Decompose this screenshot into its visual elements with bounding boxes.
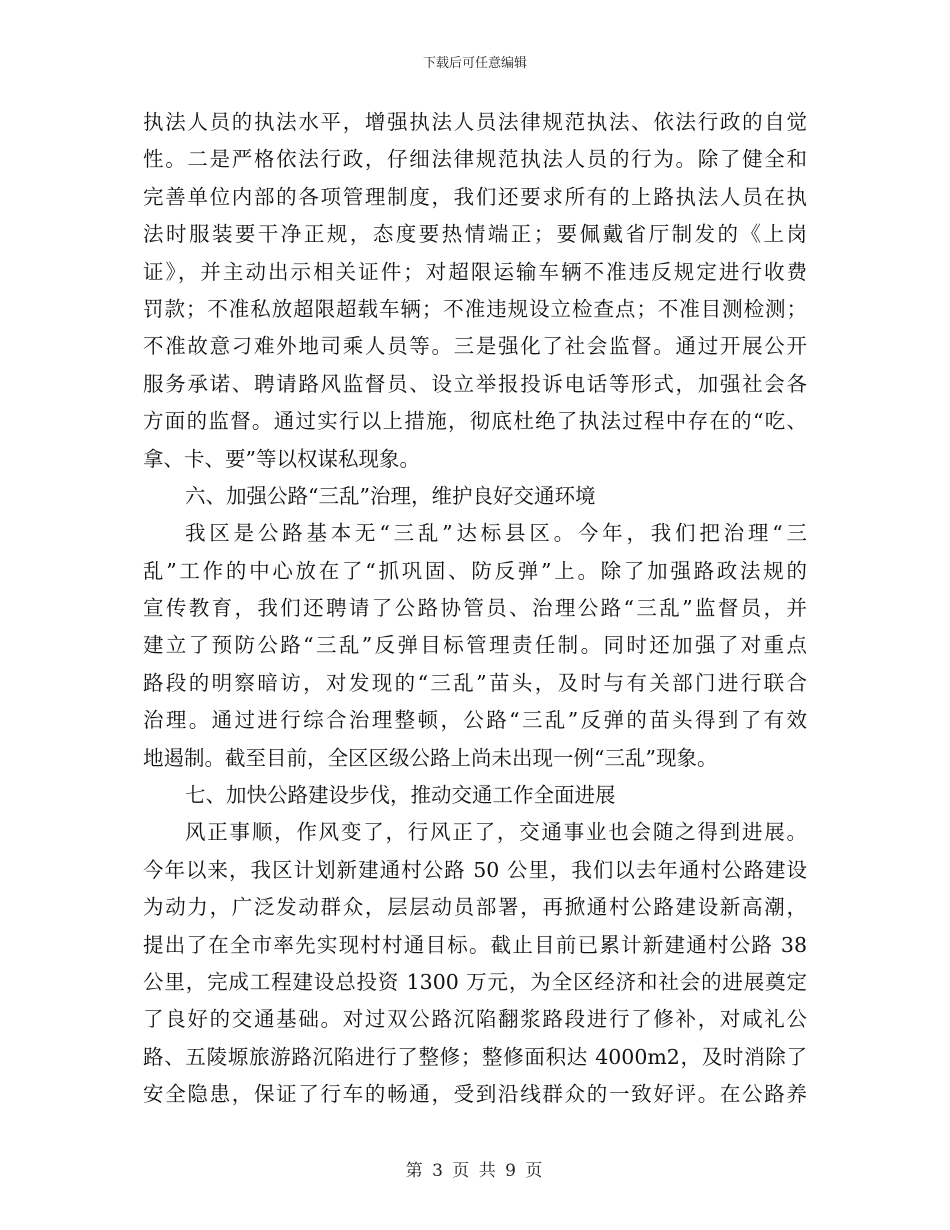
- text-line: 为动力，广泛发动群众，层层动员部署，再掀通村公路建设新高潮，: [143, 895, 807, 920]
- text-line: 法时服装要干净正规，态度要热情端正；要佩戴省厅制发的《上岗: [143, 222, 807, 247]
- text-line: 今年以来，我区计划新建通村公路 50 公里，我们以去年通村公路建设: [143, 857, 807, 882]
- text-line: 不准故意刁难外地司乘人员等。三是强化了社会监督。通过开展公开: [143, 334, 807, 359]
- section-heading-seven: 七、加快公路建设步伐，推动交通工作全面进展: [185, 783, 616, 808]
- text-line: 乱”工作的中心放在了“抓巩固、防反弹”上。除了加强路政法规的: [143, 558, 807, 583]
- text-line: 执法人员的执法水平，增强执法人员法律规范执法、依法行政的自觉: [143, 110, 807, 134]
- text-line: 方面的监督。通过实行以上措施，彻底杜绝了执法过程中存在的“吃、: [143, 409, 807, 434]
- text-line: 了良好的交通基础。对过双公路沉陷翻浆路段进行了修补，对咸礼公: [143, 1007, 807, 1032]
- text-line: 安全隐患，保证了行车的畅通，受到沿线群众的一致好评。在公路养: [143, 1082, 807, 1107]
- text-line: 服务承诺、聘请路风监督员、设立举报投诉电话等形式，加强社会各: [143, 371, 807, 396]
- text-line: 我区是公路基本无“三乱”达标县区。今年，我们把治理“三: [185, 521, 807, 546]
- text-line: 完善单位内部的各项管理制度，我们还要求所有的上路执法人员在执: [143, 184, 807, 209]
- text-line: 治理。通过进行综合治理整顿，公路“三乱”反弹的苗头得到了有效: [143, 708, 807, 733]
- text-line: 地遏制。截至目前，全区区级公路上尚未出现一例“三乱”现象。: [143, 745, 718, 770]
- text-line: 路段的明察暗访，对发现的“三乱”苗头，及时与有关部门进行联合: [143, 670, 807, 695]
- text-line: 路、五陵塬旅游路沉陷进行了整修；整修面积达 4000m2，及时消除了: [143, 1044, 807, 1069]
- text-line: 证》，并主动出示相关证件；对超限运输车辆不准违反规定进行收费: [143, 259, 807, 284]
- text-line: 拿、卡、要”等以权谋私现象。: [143, 446, 420, 471]
- section-heading-six: 六、加强公路“三乱”治理，维护良好交通环境: [185, 483, 596, 508]
- text-line: 宣传教育，我们还聘请了公路协管员、治理公路“三乱”监督员，并: [143, 596, 807, 621]
- text-line: 风正事顺，作风变了，行风正了，交通事业也会随之得到进展。: [185, 820, 807, 845]
- text-line: 建立了预防公路“三乱”反弹目标管理责任制。同时还加强了对重点: [143, 633, 807, 658]
- text-line: 公里，完成工程建设总投资 1300 万元，为全区经济和社会的进展奠定: [143, 969, 807, 994]
- text-line: 提出了在全市率先实现村村通目标。截止目前已累计新建通村公路 38: [143, 932, 807, 957]
- page-number-footer: 第 3 页 共 9 页: [405, 1161, 545, 1181]
- text-line: 性。二是严格依法行政，仔细法律规范执法人员的行为。除了健全和: [143, 147, 807, 172]
- text-line: 罚款；不准私放超限超载车辆；不准违规设立检查点；不准目测检测；: [143, 296, 807, 321]
- document-body: [143, 104, 807, 1114]
- page-header: 下载后可任意编辑: [422, 56, 527, 71]
